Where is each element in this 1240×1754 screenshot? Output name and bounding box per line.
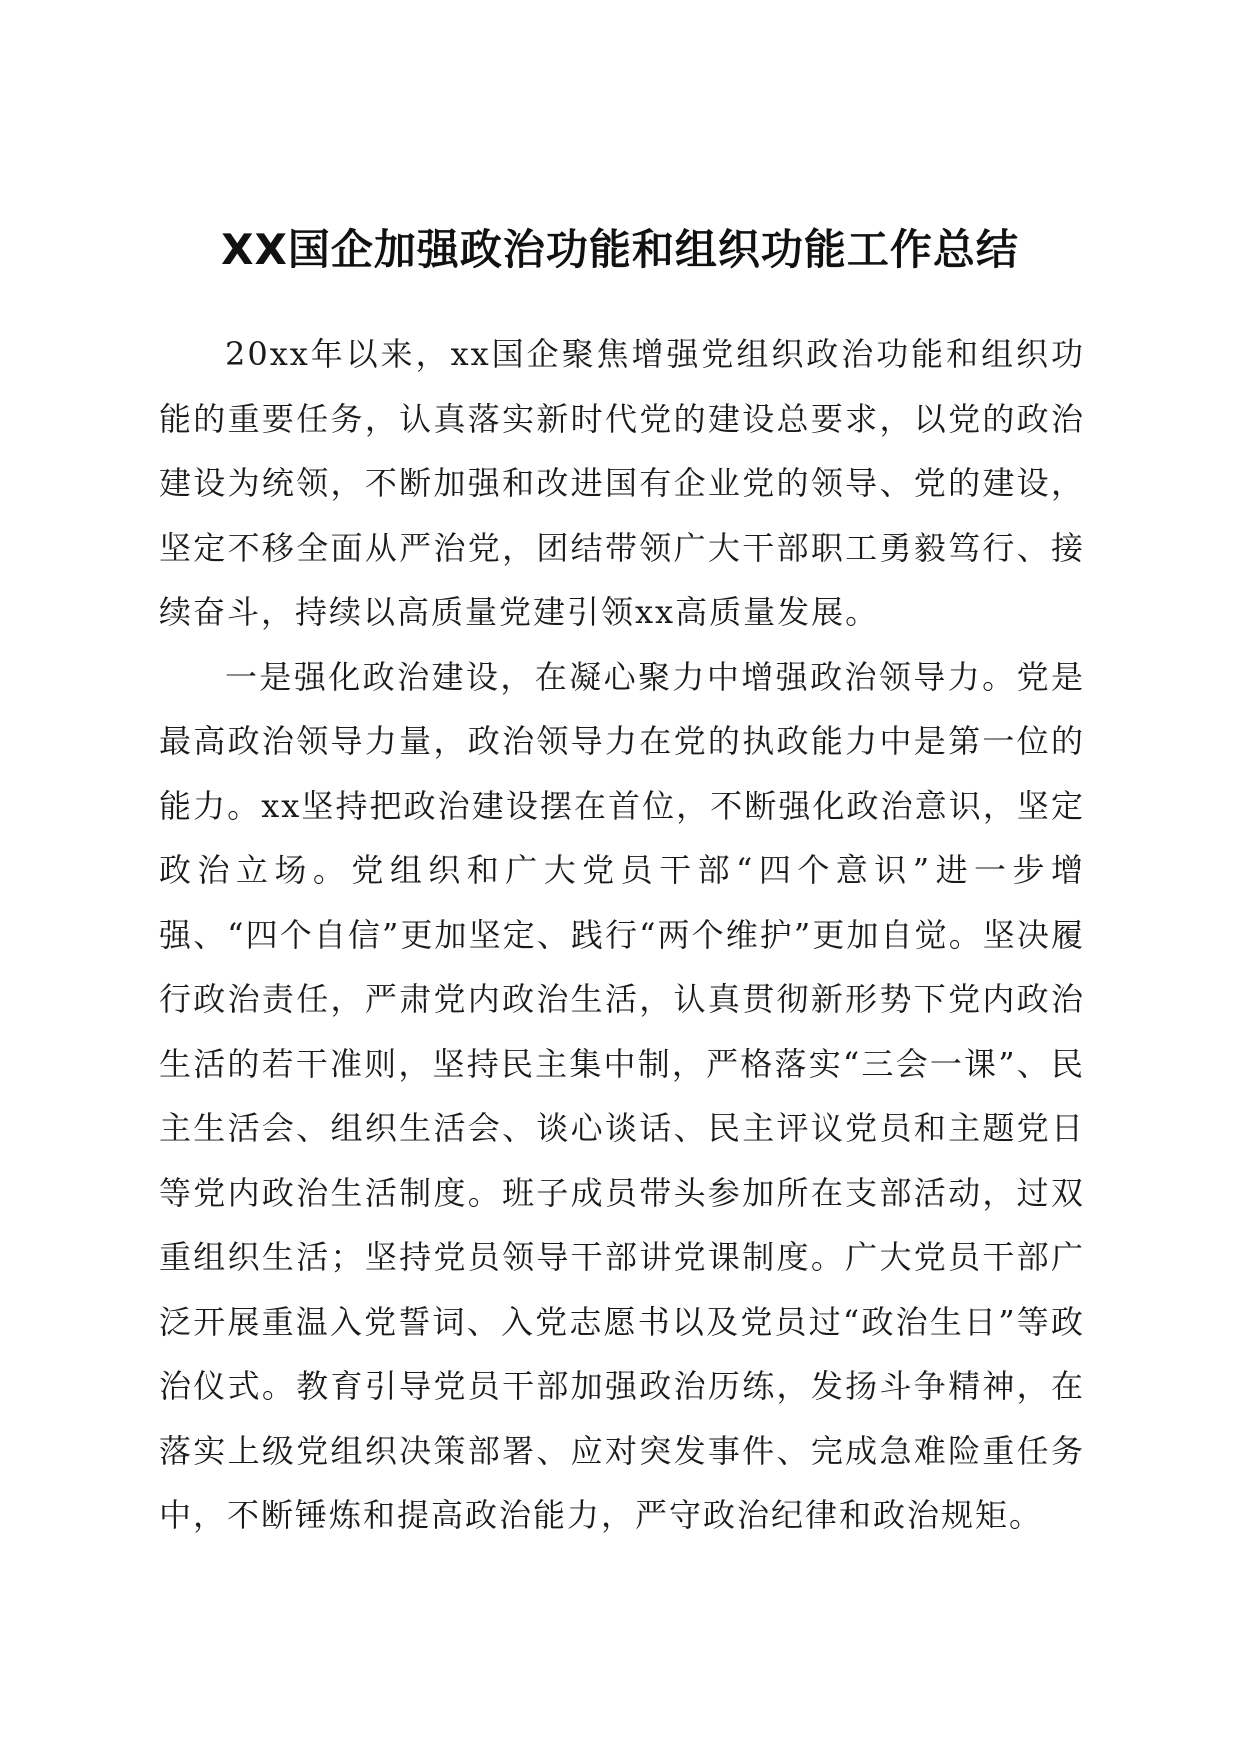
paragraph-intro: 20xx年以来，xx国企聚焦增强党组织政治功能和组织功能的重要任务，认真落实新时代党的建设总要求，以党的政治建设为统领，不断加强和改进国有企业党的领导、党的建设，坚定不移全面从严治党，团结带领广大干部职工勇毅笃行、接续奋斗，持续以高质量党建引领xx高质量发展。 — [159, 335, 1085, 631]
document-title: XX国企加强政治功能和组织功能工作总结 — [221, 225, 1019, 274]
document-body — [159, 322, 1085, 1548]
paragraph-political-building: 一是强化政治建设，在凝心聚力中增强政治领导力。党是最高政治领导力量，政治领导力在党的执政能力中是第一位的能力。xx坚持把政治建设摆在首位，不断强化政治意识，坚定政治立场。党组织和广大党员干部“四个意识”进一步增强、“四个自信”更加坚定、践行“两个维护”更加自觉。坚决履行政治责任，严肃党内政治生活，认真贯彻新形势下党内政治生活的若干准则，坚持民主集中制，严格落实“三会一课”、民主生活会、组织生活会、谈心谈话、民主评议党员和主题党日等党内政治生活制度。班子成员带头参加所在支部活动，过双重组织生活；坚持党员领导干部讲党课制度。广大党员干部广泛开展重温入党誓词、入党志愿书以及党员过“政治生日”等政治仪式。教育引导党员干部加强政治历练，发扬斗争精神，在落实上级党组织决策部署、应对突发事件、完成急难险重任务中，不断锤炼和提高政治能力，严守政治纪律和政治规矩。 — [159, 657, 1085, 1534]
